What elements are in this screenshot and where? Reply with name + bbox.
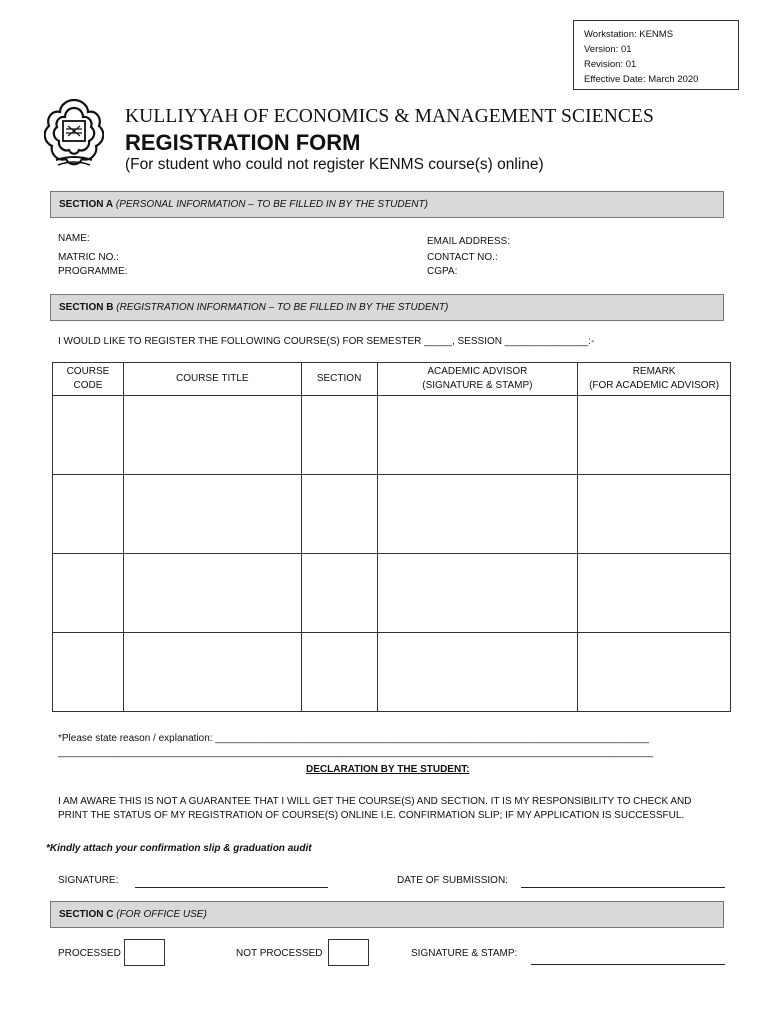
course-table	[52, 362, 731, 712]
section-c-header	[50, 901, 724, 928]
remark-cell[interactable]	[578, 396, 731, 475]
signature-line[interactable]	[135, 887, 328, 888]
course-title-cell[interactable]	[123, 633, 301, 712]
registration-intro: I WOULD LIKE TO REGISTER THE FOLLOWING COURSE(S) FOR SEMESTER _____, SESSION _______________:-	[58, 336, 595, 347]
column-remark: REMARK (FOR ACADEMIC ADVISOR)	[578, 363, 731, 396]
workstation-text: Workstation: KENMS	[584, 29, 674, 40]
course-code-cell[interactable]	[53, 633, 124, 712]
advisor-cell[interactable]	[377, 475, 578, 554]
matric-label: MATRIC NO.:	[58, 252, 119, 263]
remark-cell[interactable]	[578, 475, 731, 554]
column-section: SECTION	[301, 363, 377, 396]
table-row	[53, 554, 731, 633]
signature-stamp-line[interactable]	[531, 964, 725, 965]
processed-label: PROCESSED	[58, 948, 121, 959]
processed-checkbox[interactable]	[124, 939, 165, 966]
contact-label: CONTACT NO.:	[427, 252, 498, 263]
section-a-header	[50, 191, 724, 218]
cgpa-label: CGPA:	[427, 266, 458, 277]
document-control-box	[573, 20, 739, 90]
reason-continuation-line: ___________________________________________________________________________________________________________	[58, 747, 654, 758]
form-subtitle: (For student who could not register KENMS course(s) online)	[125, 156, 544, 173]
revision-text: Revision: 01	[584, 59, 637, 70]
section-b-note: (REGISTRATION INFORMATION – TO BE FILLED IN BY THE STUDENT)	[116, 302, 449, 313]
column-course-title: COURSE TITLE	[123, 363, 301, 396]
section-c-note: (FOR OFFICE USE)	[116, 909, 207, 920]
not-processed-checkbox[interactable]	[328, 939, 369, 966]
section-a-label: SECTION A	[59, 199, 114, 210]
section-b-header	[50, 294, 724, 321]
attach-note: *Kindly attach your confirmation slip & graduation audit	[46, 843, 312, 854]
course-title-cell[interactable]	[123, 475, 301, 554]
section-cell[interactable]	[301, 633, 377, 712]
remark-cell[interactable]	[578, 554, 731, 633]
course-title-cell[interactable]	[123, 554, 301, 633]
table-row	[53, 396, 731, 475]
university-name: KULLIYYAH OF ECONOMICS & MANAGEMENT SCIENCES	[125, 106, 654, 127]
version-text: Version: 01	[584, 44, 632, 55]
programme-label: PROGRAMME:	[58, 266, 128, 277]
reason-prompt: *Please state reason / explanation: ______________________________________________________________________________	[58, 733, 650, 744]
declaration-title: DECLARATION BY THE STUDENT:	[306, 764, 470, 775]
course-table-header	[53, 363, 731, 396]
not-processed-label: NOT PROCESSED	[236, 948, 323, 959]
signature-stamp-label: SIGNATURE & STAMP:	[411, 948, 518, 959]
date-of-submission-label: DATE OF SUBMISSION:	[397, 875, 508, 886]
table-row	[53, 633, 731, 712]
advisor-cell[interactable]	[377, 633, 578, 712]
declaration-line-1: I AM AWARE THIS IS NOT A GUARANTEE THAT I WILL GET THE COURSE(S) AND SECTION. IT IS MY RESPONSIBILITY TO CHECK AND	[58, 796, 692, 807]
name-label: NAME:	[58, 233, 90, 244]
section-cell[interactable]	[301, 396, 377, 475]
table-row	[53, 475, 731, 554]
declaration-line-2: PRINT THE STATUS OF MY REGISTRATION OF COURSE(S) ONLINE I.E. CONFIRMATION SLIP; IF MY APPLICATION IS SUCCESSFUL.	[58, 810, 685, 821]
course-code-cell[interactable]	[53, 475, 124, 554]
email-label: EMAIL ADDRESS:	[427, 236, 510, 247]
signature-label: SIGNATURE:	[58, 875, 119, 886]
remark-cell[interactable]	[578, 633, 731, 712]
date-of-submission-line[interactable]	[521, 887, 725, 888]
section-cell[interactable]	[301, 475, 377, 554]
column-course-code: COURSE CODE	[53, 363, 124, 396]
course-title-cell[interactable]	[123, 396, 301, 475]
section-c-label: SECTION C	[59, 909, 114, 920]
advisor-cell[interactable]	[377, 396, 578, 475]
effective-date-text: Effective Date: March 2020	[584, 74, 699, 85]
section-a-note: (PERSONAL INFORMATION – TO BE FILLED IN BY THE STUDENT)	[115, 199, 428, 210]
section-b-label: SECTION B	[59, 302, 114, 313]
column-academic-advisor: ACADEMIC ADVISOR (SIGNATURE & STAMP)	[377, 363, 578, 396]
course-code-cell[interactable]	[53, 554, 124, 633]
form-title: REGISTRATION FORM	[125, 130, 361, 155]
university-crest-icon	[44, 96, 104, 170]
section-cell[interactable]	[301, 554, 377, 633]
course-code-cell[interactable]	[53, 396, 124, 475]
advisor-cell[interactable]	[377, 554, 578, 633]
